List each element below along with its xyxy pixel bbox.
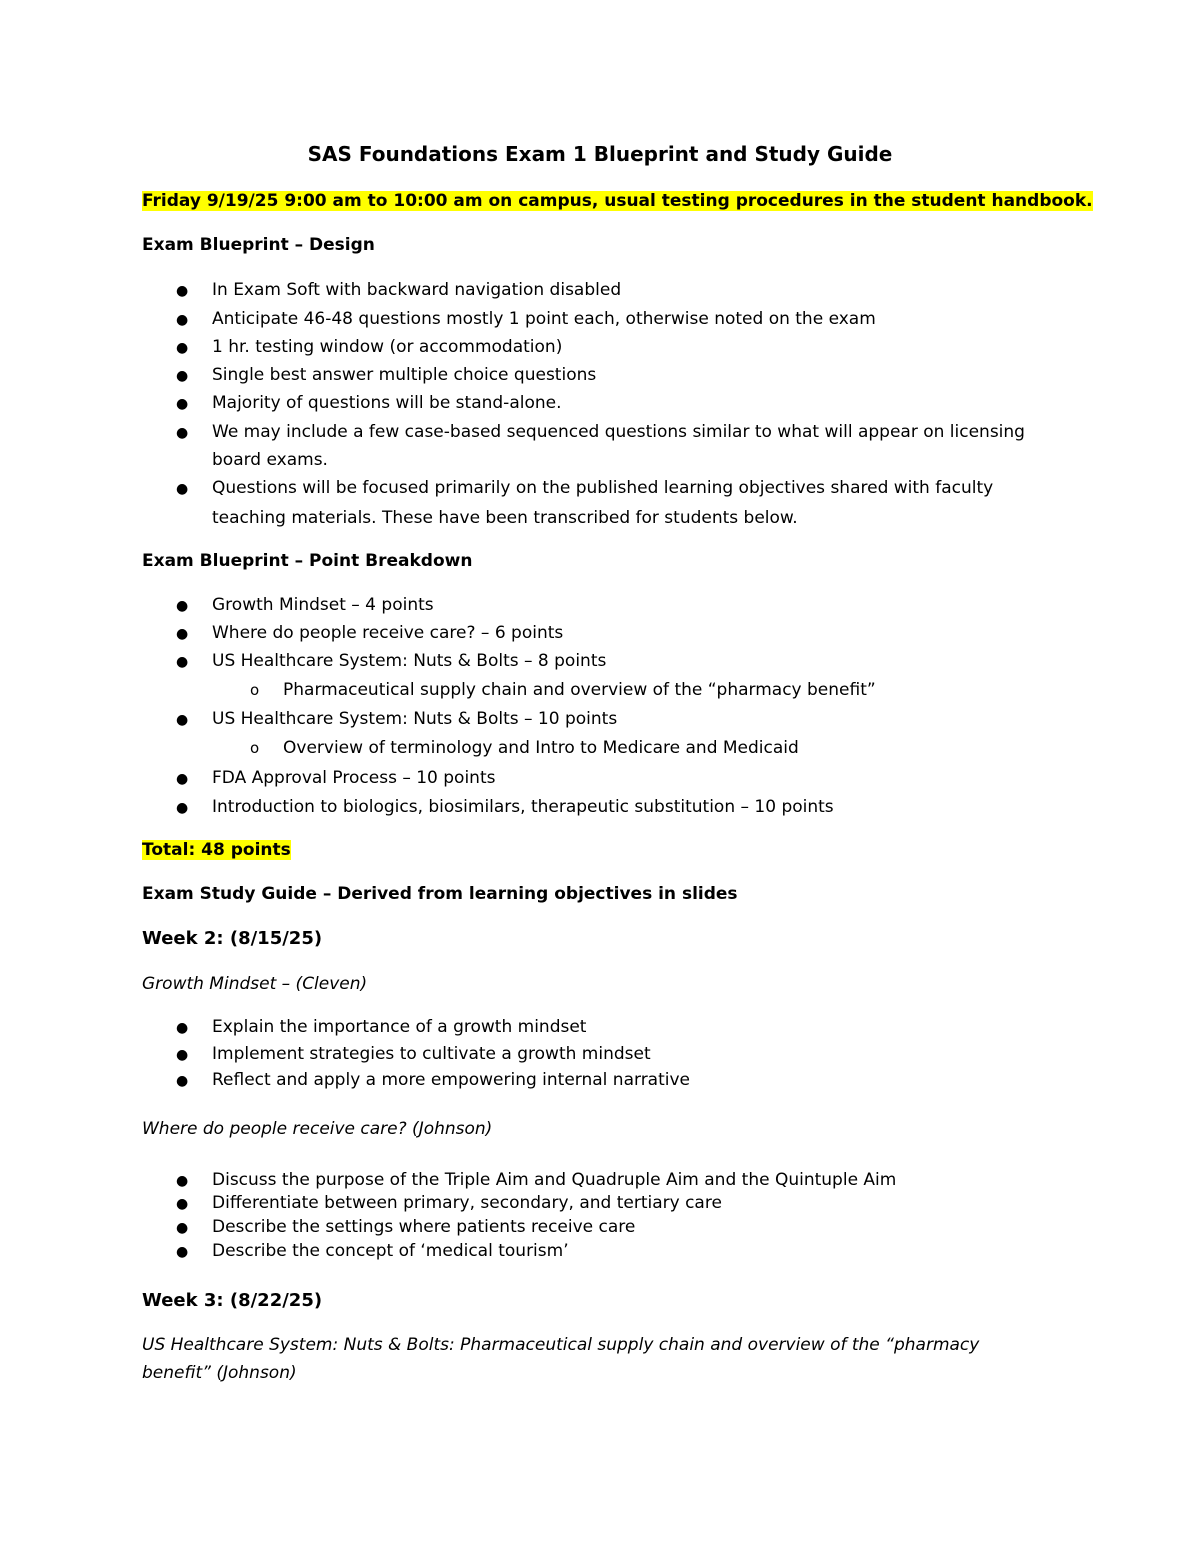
bullet-icon: [176, 343, 186, 353]
week2-heading: Week 2: (8/15/25): [142, 928, 323, 949]
points-item: Growth Mindset – 4 points: [212, 595, 434, 615]
design-item: Single best answer multiple choice questions: [212, 365, 597, 385]
design-item: We may include a few case-based sequenced questions similar to what will appear on licensing: [212, 422, 1025, 442]
design-item-continued: teaching materials. These have been transcribed for students below.: [212, 508, 798, 528]
points-subitem: Overview of terminology and Intro to Medicare and Medicaid: [283, 738, 799, 758]
objective-item: Explain the importance of a growth mindset: [212, 1017, 587, 1037]
bullet-icon: [176, 774, 186, 784]
design-item-continued: board exams.: [212, 450, 328, 470]
design-item: Anticipate 46-48 questions mostly 1 point each, otherwise noted on the exam: [212, 309, 876, 329]
design-item: Majority of questions will be stand-alone.: [212, 393, 562, 413]
bullet-icon: [176, 1223, 186, 1233]
points-item: US Healthcare System: Nuts & Bolts – 8 points: [212, 651, 607, 671]
bullet-icon: [176, 286, 186, 296]
sub-bullet-icon: [250, 681, 259, 699]
objective-item: Describe the concept of ‘medical tourism’: [212, 1241, 569, 1261]
bullet-icon: [176, 371, 186, 381]
bullet-icon: [176, 629, 186, 639]
bullet-icon: [176, 601, 186, 611]
week3-topic-line2: benefit” (Johnson): [142, 1363, 297, 1383]
bullet-icon: [176, 315, 186, 325]
points-item: US Healthcare System: Nuts & Bolts – 10 points: [212, 709, 618, 729]
points-item: FDA Approval Process – 10 points: [212, 768, 496, 788]
week2-topic-growth-mindset: Growth Mindset – (Cleven): [142, 974, 368, 994]
bullet-icon: [176, 1076, 186, 1086]
bullet-icon: [176, 1176, 186, 1186]
bullet-icon: [176, 1023, 186, 1033]
week3-topic-line1: US Healthcare System: Nuts & Bolts: Pharmaceutical supply chain and overview of the “pharmacy: [142, 1335, 980, 1355]
bullet-icon: [176, 715, 186, 725]
points-total-highlight: Total: 48 points: [142, 840, 291, 860]
objective-item: Implement strategies to cultivate a growth mindset: [212, 1044, 651, 1064]
sub-bullet-icon: [250, 739, 259, 757]
bullet-icon: [176, 484, 186, 494]
design-item: In Exam Soft with backward navigation disabled: [212, 280, 622, 300]
points-item: Introduction to biologics, biosimilars, therapeutic substitution – 10 points: [212, 797, 834, 817]
document-title: SAS Foundations Exam 1 Blueprint and Study Guide: [307, 142, 893, 166]
points-subitem: Pharmaceutical supply chain and overview of the “pharmacy benefit”: [283, 680, 876, 700]
study-guide-heading: Exam Study Guide – Derived from learning objectives in slides: [142, 884, 738, 904]
bullet-icon: [176, 1247, 186, 1257]
points-item: Where do people receive care? – 6 points: [212, 623, 564, 643]
bullet-icon: [176, 1050, 186, 1060]
design-item: Questions will be focused primarily on the published learning objectives shared with faculty: [212, 478, 994, 498]
points-total: [142, 840, 291, 860]
exam-info-highlight: Friday 9/19/25 9:00 am to 10:00 am on campus, usual testing procedures in the student handbook.: [142, 191, 1093, 211]
objective-item: Reflect and apply a more empowering internal narrative: [212, 1070, 691, 1090]
design-heading: Exam Blueprint – Design: [142, 235, 375, 255]
objective-item: Differentiate between primary, secondary, and tertiary care: [212, 1193, 722, 1213]
bullet-icon: [176, 399, 186, 409]
objective-item: Discuss the purpose of the Triple Aim and Quadruple Aim and the Quintuple Aim: [212, 1170, 897, 1190]
design-item: 1 hr. testing window (or accommodation): [212, 337, 563, 357]
week2-topic-receive-care: Where do people receive care? (Johnson): [142, 1119, 493, 1139]
bullet-icon: [176, 657, 186, 667]
week3-heading: Week 3: (8/22/25): [142, 1290, 323, 1311]
bullet-icon: [176, 803, 186, 813]
bullet-icon: [176, 1199, 186, 1209]
points-heading: Exam Blueprint – Point Breakdown: [142, 551, 473, 571]
exam-info: [142, 191, 1093, 211]
objective-item: Describe the settings where patients receive care: [212, 1217, 636, 1237]
bullet-icon: [176, 428, 186, 438]
